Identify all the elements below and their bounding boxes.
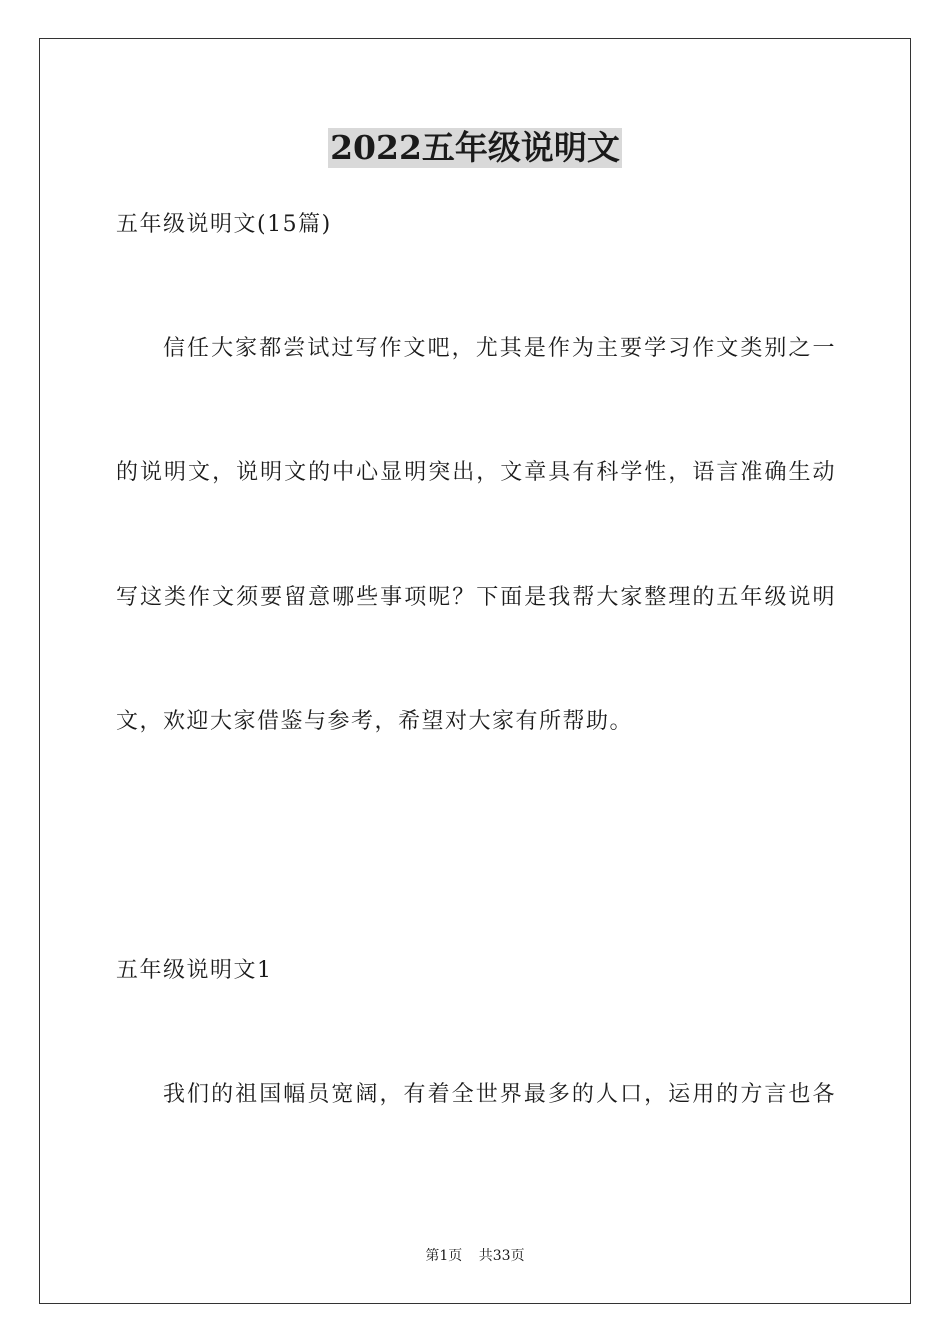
page-number-current: 第1页 <box>425 1248 463 1264</box>
page-number-total: 共33页 <box>478 1248 525 1264</box>
document-subtitle: 五年级说明文(15篇) <box>116 212 332 237</box>
document-title-text: 2022五年级说明文 <box>330 128 620 167</box>
section-first-line: 我们的祖国幅员宽阔，有着全世界最多的人口，运用的方言也各 <box>163 1082 836 1107</box>
page-footer <box>0 1246 950 1266</box>
intro-line-3: 写这类作文须要留意哪些事项呢？下面是我帮大家整理的五年级说明 <box>116 585 836 610</box>
intro-line-4: 文，欢迎大家借鉴与参考，希望对大家有所帮助。 <box>116 709 634 734</box>
document-title <box>0 128 950 168</box>
section-heading: 五年级说明文1 <box>116 958 273 983</box>
intro-line-1: 信任大家都尝试过写作文吧，尤其是作为主要学习作文类别之一 <box>163 336 836 361</box>
intro-line-2: 的说明文，说明文的中心显明突出，文章具有科学性，语言准确生动 <box>116 460 836 485</box>
